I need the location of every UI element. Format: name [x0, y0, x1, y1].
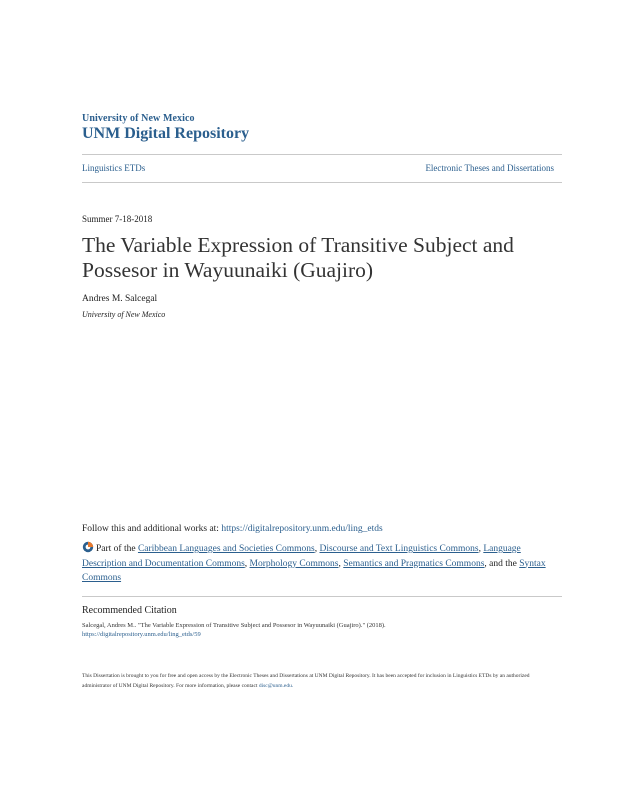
top-divider: [82, 154, 562, 155]
discourse-linguistics-commons-link[interactable]: Discourse and Text Linguistics Commons: [319, 544, 479, 554]
bepress-commons-icon: [82, 541, 94, 553]
repository-name[interactable]: UNM Digital Repository: [82, 125, 250, 142]
citation-divider: [82, 596, 562, 597]
commons-separator-and: , and the: [484, 558, 517, 569]
document-title: The Variable Expression of Transitive Subject and Possesor in Wayuunaiki (Guajiro): [82, 233, 514, 282]
access-notice: [82, 671, 552, 691]
notice-text: This Dissertation is brought to you for free and open access by the Electronic Theses and Dissertations at UNM Digital Repository. It has been accepted for inclusion in Linguistics ETDs by an authorized administrator of UNM Digital Repository. For more information, please contact: [82, 673, 530, 689]
commons-separator: ,: [244, 558, 248, 569]
linguistics-etds-link[interactable]: Linguistics ETDs: [82, 163, 146, 173]
commons-separator: ,: [478, 544, 481, 554]
contact-email-link[interactable]: disc@unm.edu.: [258, 683, 294, 689]
syntax-commons-link[interactable]: Syntax Commons: [82, 558, 546, 583]
citation-text: Salcegal, Andres M.. "The Variable Expression of Transitive Subject and Possesor in Wayuunaiki (Guajiro)." (2018).: [82, 622, 386, 629]
follow-label: Follow this and additional works at:: [82, 524, 219, 534]
institution-name: University of New Mexico: [82, 113, 195, 124]
commons-separator: ,: [338, 558, 341, 569]
nav-divider: [82, 182, 562, 183]
theses-dissertations-link[interactable]: Electronic Theses and Dissertations: [425, 163, 554, 173]
author-affiliation: University of New Mexico: [82, 310, 166, 319]
caribbean-languages-commons-link[interactable]: Caribbean Languages and Societies Commons: [137, 544, 315, 554]
citation-block: [82, 621, 552, 639]
collection-nav: [82, 163, 554, 173]
part-of-commons: [82, 541, 562, 586]
language-description-commons-link[interactable]: Language Description and Documentation Commons: [82, 544, 521, 569]
repository-header: [82, 113, 562, 143]
follow-url-link[interactable]: https://digitalrepository.unm.edu/ling_etds: [221, 524, 383, 534]
follow-line: [82, 524, 383, 534]
part-of-label: Part of the: [96, 544, 136, 554]
commons-separator: ,: [314, 544, 318, 554]
citation-heading: Recommended Citation: [82, 605, 177, 616]
semantics-pragmatics-commons-link[interactable]: Semantics and Pragmatics Commons: [343, 558, 485, 569]
morphology-commons-link[interactable]: Morphology Commons: [249, 558, 339, 569]
publication-date: Summer 7-18-2018: [82, 214, 153, 224]
author-name: Andres M. Salcegal: [82, 294, 158, 304]
citation-url-link[interactable]: https://digitalrepository.unm.edu/ling_etds/59: [82, 631, 201, 638]
